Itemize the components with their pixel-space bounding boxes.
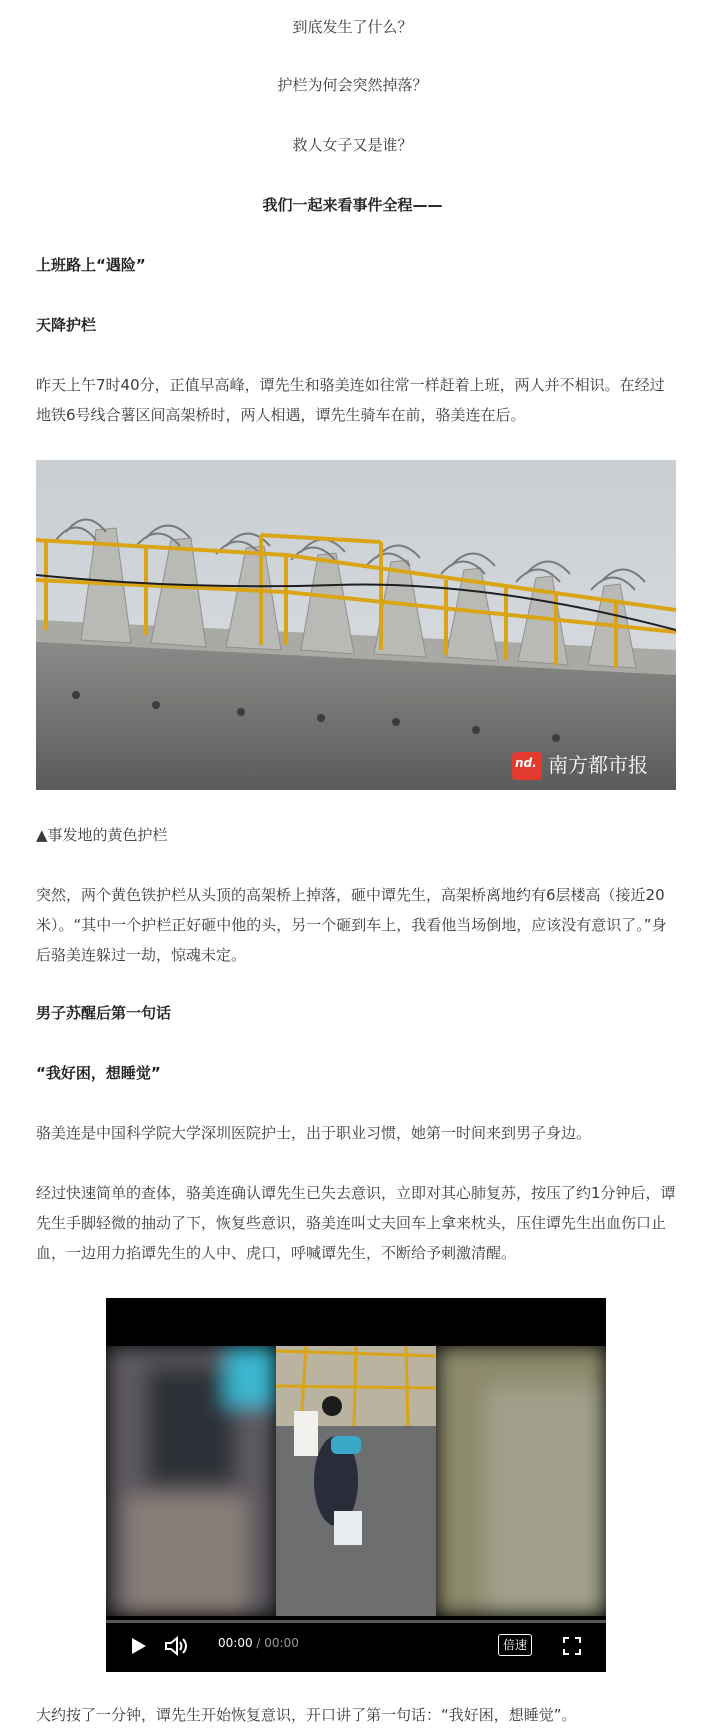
question-who-rescuer: 救人女子又是谁？ <box>292 136 413 154</box>
paragraph: 突然，两个黄色铁护栏从头顶的高架桥上掉落，砸中谭先生，高架桥离地约有6层楼高（接近20米）。“其中一个护栏正好砸中他的头，另一个砸到车上，我看他当场倒地，应该没有意识了。”身后骆美连躲过一劫，惊魂未定。 <box>36 886 667 964</box>
lead-line: 我们一起来看事件全程—— <box>262 196 443 214</box>
speed-button[interactable]: 倍速 <box>498 1634 532 1656</box>
watermark-text: 南方都市报 <box>548 753 648 777</box>
paragraph: 骆美连是中国科学院大学深圳医院护士，出于职业习惯，她第一时间来到男子身边。 <box>36 1124 592 1142</box>
section-heading: 男子苏醒后第一句话 <box>36 1004 172 1022</box>
video-frame[interactable] <box>106 1346 606 1616</box>
progress-bar[interactable] <box>106 1620 606 1623</box>
watermark-logo: nd. <box>515 756 537 770</box>
video-time <box>218 1636 299 1650</box>
current-time: 00:00 <box>218 1636 253 1650</box>
question-what-happened: 到底发生了什么？ <box>292 18 413 36</box>
video-player[interactable] <box>106 1298 606 1672</box>
duration: 00:00 <box>264 1636 299 1650</box>
video-controls <box>106 1620 606 1672</box>
paragraph: 经过快速简单的查体，骆美连确认谭先生已失去意识，立即对其心肺复苏，按压了约1分钟后，谭先生手脚轻微的抽动了下，恢复些意识，骆美连叫丈夫回车上拿来枕头，压住谭先生出血伤口止血，一边用力掐谭先生的人中、虎口，呼喊谭先生，不断给予刺激清醒。 <box>36 1184 676 1262</box>
guardrail-photo <box>36 460 676 790</box>
section-heading: 上班路上“遇险” <box>36 256 146 274</box>
question-why-fall: 护栏为何会突然掉落？ <box>277 76 428 94</box>
play-icon[interactable] <box>124 1632 152 1660</box>
paragraph: 大约按了一分钟，谭先生开始恢复意识，开口讲了第一句话：“我好困，想睡觉”。 <box>36 1706 577 1724</box>
photo-caption: ▲事发地的黄色护栏 <box>36 826 168 844</box>
paragraph: 昨天上午7时40分，正值早高峰，谭先生和骆美连如往常一样赶着上班，两人并不相识。在经过地铁6号线合薯区间高架桥时，两人相遇，谭先生骑车在前，骆美连在后。 <box>36 376 665 424</box>
section-subheading: “我好困，想睡觉” <box>36 1064 161 1082</box>
volume-icon[interactable] <box>162 1632 190 1660</box>
fullscreen-icon[interactable] <box>558 1632 586 1660</box>
time-separator: / <box>252 1636 265 1650</box>
section-subheading: 天降护栏 <box>36 316 97 334</box>
guardrail-illustration <box>36 460 676 790</box>
